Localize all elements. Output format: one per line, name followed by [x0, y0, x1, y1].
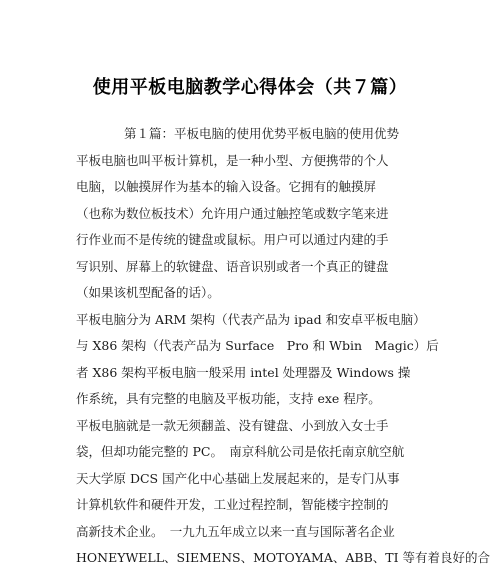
paragraph-line: 高新技术企业。 一九九五年成立以来一直与国际著名企业: [76, 523, 395, 539]
paragraph-line: 天大学原 DCS 国产化中心基础上发展起来的，是专门从事: [76, 470, 400, 486]
document-body: [76, 121, 491, 572]
paragraph-line: 行作业而不是传统的键盘或鼠标。用户可以通过内建的手: [76, 232, 389, 247]
paragraph-line: 写识别、屏幕上的软键盘、语音识别或者一个真正的键盘: [76, 258, 389, 274]
paragraph-line: 作系统，具有完整的电脑及平板功能，支持 exe 程序。: [76, 391, 381, 406]
paragraph-line: 平板电脑分为 ARM 架构（代表产品为 ipad 和安卓平板电脑）: [76, 311, 426, 327]
paragraph-line: 平板电脑也叫平板计算机，是一种小型、方便携带的个人: [76, 152, 389, 168]
paragraph-line: 平板电脑就是一款无须翻盖、没有键盘、小到放入女士手: [76, 417, 389, 433]
paragraph-line: 电脑，以触摸屏作为基本的输入设备。它拥有的触摸屏: [76, 179, 377, 194]
paragraph-line: 第１篇：平板电脑的使用优势平板电脑的使用优势: [124, 126, 400, 141]
paragraph-line: 者 X86 架构平板电脑一般采用 intel 处理器及 Windows 操: [76, 364, 411, 380]
paragraph-line: （也称为数位板技术）允许用户通过触控笔或数字笔来进: [76, 205, 389, 221]
paragraph-line: 袋，但却功能完整的 PC。 南京科航公司是依托南京航空航: [76, 444, 405, 459]
paragraph-line: HONEYWELL、SIEMENS、MOTOYAMA、ABB、TI 等有着良好的合: [76, 550, 491, 565]
paragraph-line: 与 X86 架构（代表产品为 Surface Pro 和 Wbin Magic）后: [76, 338, 439, 353]
paragraph-line: （如果该机型配备的话）。: [76, 285, 220, 300]
paragraph-line: 计算机软件和硬件开发，工业过程控制，智能楼宇控制的: [76, 497, 389, 512]
document-title: 使用平板电脑教学心得体会（共７篇）: [92, 77, 408, 98]
